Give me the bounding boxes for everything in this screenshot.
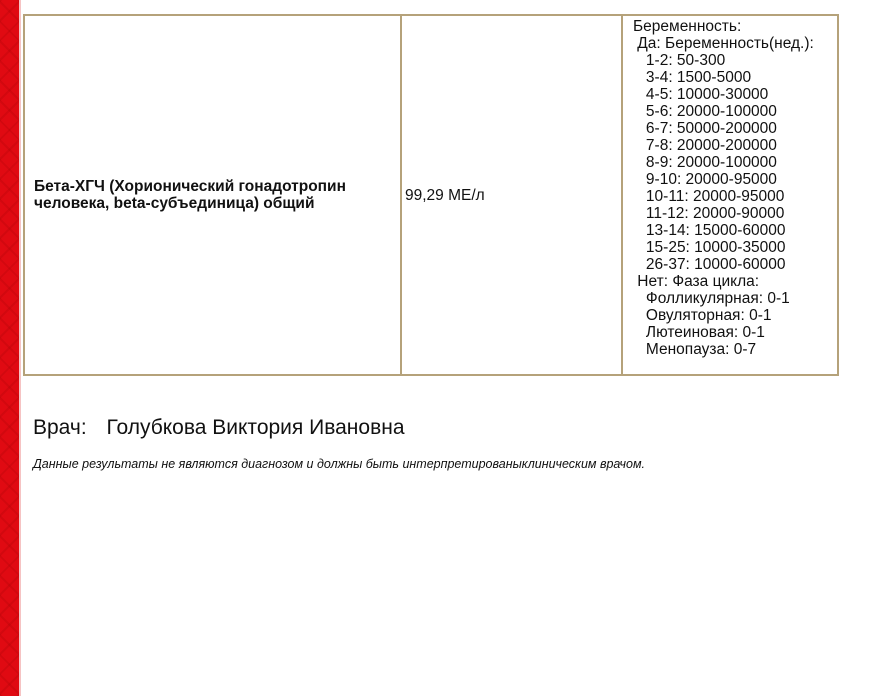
reference-range-cell (622, 15, 838, 375)
decorative-side-stripe (0, 0, 19, 696)
doctor-name: Голубкова Виктория Ивановна (106, 416, 405, 439)
reference-line: Нет: Фаза цикла: (633, 273, 760, 290)
reference-line: 4-5: 10000-30000 (633, 86, 769, 103)
results-table (23, 14, 839, 376)
reference-line: Лютеиновая: 0-1 (633, 324, 765, 341)
side-stripe-edge (19, 0, 21, 696)
reference-line: 13-14: 15000-60000 (633, 222, 786, 239)
reference-line: 10-11: 20000-95000 (633, 188, 785, 205)
reference-line: Менопауза: 0-7 (633, 341, 757, 358)
doctor-line (33, 416, 405, 440)
result-value-cell: 99,29 МЕ/л (401, 15, 622, 375)
reference-line: 26-37: 10000-60000 (633, 256, 786, 273)
doctor-label: Врач: (33, 416, 87, 439)
reference-line: Фолликулярная: 0-1 (633, 290, 790, 307)
reference-line: Овуляторная: 0-1 (633, 307, 772, 324)
reference-line: 1-2: 50-300 (633, 52, 726, 69)
reference-line: Беременность: (633, 18, 742, 35)
reference-line: 9-10: 20000-95000 (633, 171, 777, 188)
table-row (24, 15, 838, 375)
reference-line: 7-8: 20000-200000 (633, 137, 777, 154)
reference-line: 5-6: 20000-100000 (633, 103, 777, 120)
reference-line: 8-9: 20000-100000 (633, 154, 777, 171)
test-name-cell: Бета-ХГЧ (Хорионический гонадотропин человека, beta-субъединица) общий (24, 15, 401, 375)
reference-line: 6-7: 50000-200000 (633, 120, 777, 137)
reference-line: Да: Беременность(нед.): (633, 35, 814, 52)
disclaimer-text: Данные результаты не являются диагнозом и должны быть интерпретированыклиническим врачом. (33, 457, 646, 471)
reference-line: 15-25: 10000-35000 (633, 239, 786, 256)
reference-line: 11-12: 20000-90000 (633, 205, 785, 222)
reference-line: 3-4: 1500-5000 (633, 69, 752, 86)
